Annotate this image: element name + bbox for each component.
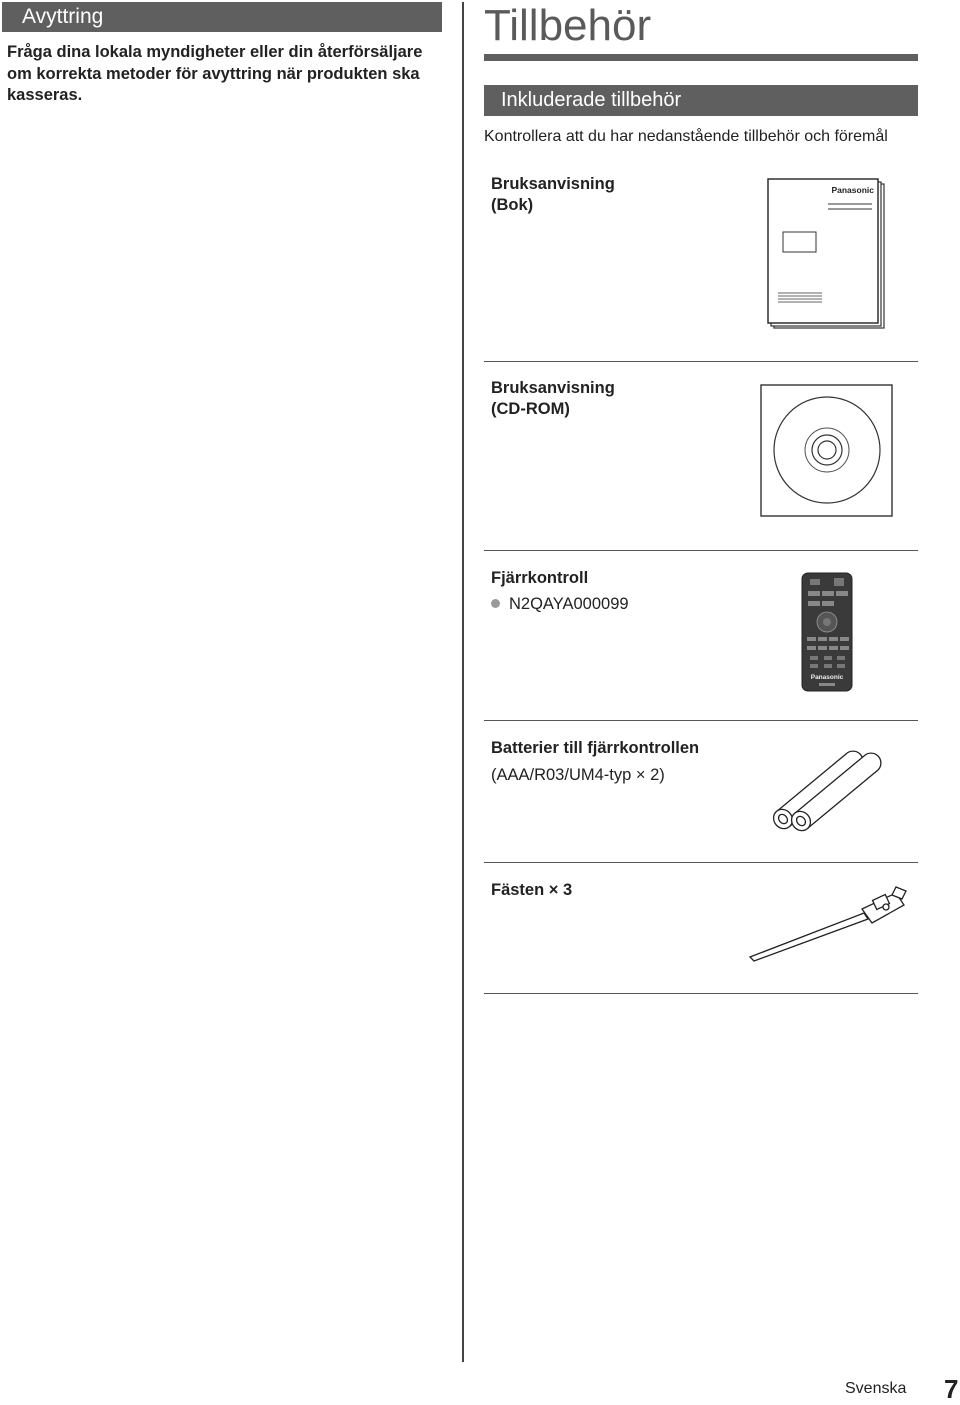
remote-logo: Panasonic (810, 674, 844, 681)
item-divider (484, 720, 918, 721)
remote-control-icon (800, 571, 854, 693)
intro-text: Kontrollera att du har nedanstående tillbehör och föremål (484, 128, 888, 145)
batteries-icon (768, 742, 886, 834)
item-divider (484, 550, 918, 551)
column-divider (462, 2, 464, 1362)
section-header-disposal: Avyttring (2, 2, 442, 32)
item-remote-label: Fjärrkontroll (491, 569, 589, 587)
cable-tie-icon (746, 883, 910, 963)
page-title: Tillbehör (484, 1, 652, 50)
disposal-text: Fråga dina lokala myndigheter eller din återförsäljare om korrekta metoder för avyttring när produkten ska kasseras. (7, 43, 423, 104)
title-rule (484, 54, 918, 61)
cd-rom-icon (759, 383, 895, 519)
bullet-icon (491, 599, 500, 608)
item-batteries-type: (AAA/R03/UM4-typ × 2) (491, 766, 665, 784)
item-cable-ties-label: Fästen × 3 (491, 881, 573, 899)
item-batteries-label: Batterier till fjärrkontrollen (491, 739, 700, 757)
remote-model-number: N2QAYA000099 (509, 595, 629, 613)
item-divider (484, 993, 918, 994)
item-divider (484, 361, 918, 362)
manual-book-icon (766, 176, 888, 332)
page-number: 7 (944, 1374, 959, 1404)
footer-language: Svenska (845, 1380, 907, 1397)
manual-book-logo: Panasonic (831, 185, 874, 195)
item-manual-cd-sublabel: (CD-ROM) (491, 400, 570, 418)
item-divider (484, 862, 918, 863)
item-manual-book-sublabel: (Bok) (491, 196, 534, 214)
item-manual-book-label: Bruksanvisning (491, 175, 615, 193)
item-remote-model (491, 594, 629, 615)
item-manual-cd-label: Bruksanvisning (491, 379, 615, 397)
section-header-included: Inkluderade tillbehör (484, 85, 918, 116)
